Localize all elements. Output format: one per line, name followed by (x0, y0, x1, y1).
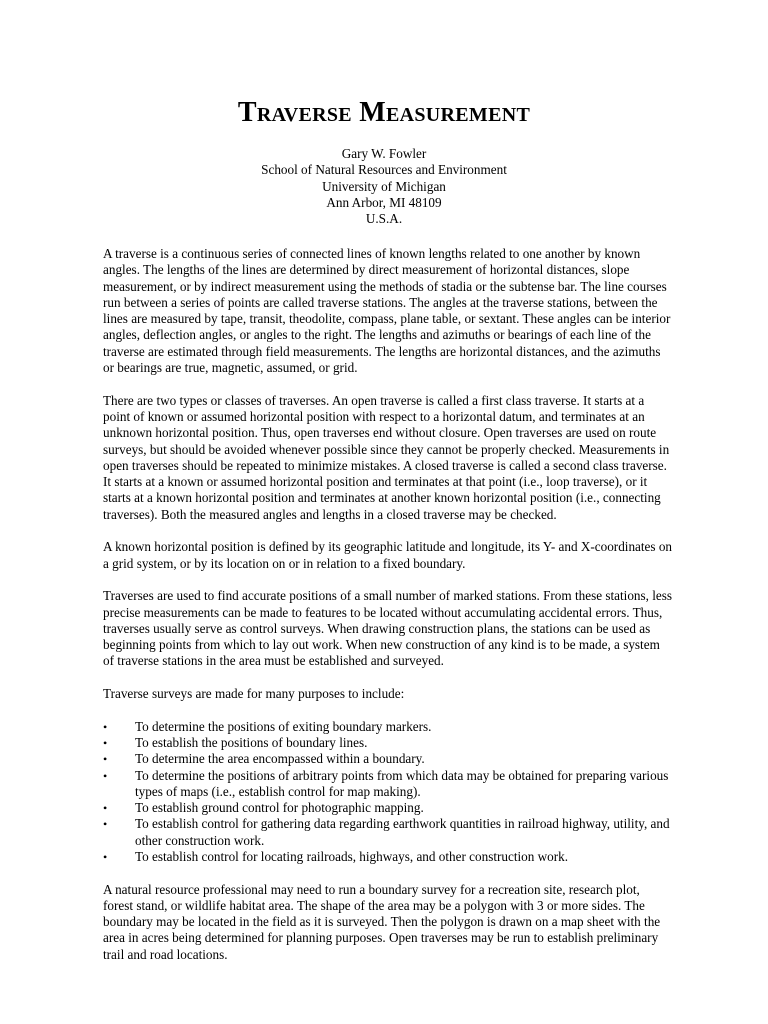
bullet-icon: • (103, 752, 108, 767)
list-item-text: To determine the area encompassed within a boundary. (135, 751, 425, 767)
paragraph-purposes-intro: Traverse surveys are made for many purposes to include: (103, 686, 405, 702)
author-country: U.S.A. (365, 211, 403, 227)
page-title: Traverse Measurement (237, 97, 531, 128)
list-item-text: To establish control for locating railroads, highways, and other construction work. (135, 848, 569, 864)
author-school: School of Natural Resources and Environment (261, 162, 507, 178)
purposes-list (103, 719, 673, 866)
list-item (103, 719, 673, 735)
list-item-text: To establish the positions of boundary lines. (135, 734, 368, 750)
author-address: Ann Arbor, MI 48109 (326, 194, 442, 210)
list-item-text: To determine the positions of exiting boundary markers. (135, 718, 432, 734)
paragraph-natural-resource: A natural resource professional may need to run a boundary survey for a recreation site, research plot, forest stand, or wildlife habitat area. The shape of the area may be a polygon with 3 or more sides. The boundary may be located in the field as it is surveyed. Then the polygon is drawn on a map sheet with the area in acres being determined for planning purposes. Open traverses may be run to establish preliminary trail and road locations. (103, 881, 661, 962)
list-item (103, 735, 673, 751)
bullet-icon: • (103, 817, 108, 832)
list-item-text: To establish ground control for photographic mapping. (135, 800, 424, 816)
document-body (103, 246, 673, 979)
bullet-icon: • (103, 735, 108, 750)
list-item (103, 751, 673, 767)
list-item (103, 768, 673, 801)
paragraph-traverse-definition: A traverse is a continuous series of connected lines of known lengths related to one another by known angles. The lengths of the lines are determined by direct measurement of horizontal distances, slope measurement, or by indirect measurement using the methods of stadia or the subtense bar. The line courses run between a series of points are called traverse stations. The angles at the traverse stations, between the lines are measured by tape, transit, theodolite, compass, plane table, or sextant. These angles can be interior angles, deflection angles, or angles to the right. The lengths and azimuths or bearings of each line of the traverse are estimated through field measurements. The lengths are horizontal distances, and the azimuths or bearings are true, magnetic, assumed, or grid. (103, 246, 671, 376)
list-item-text: To determine the positions of arbitrary points from which data may be obtained for preparing various types of maps (i.e., establish control for map making). (135, 767, 669, 799)
author-university: University of Michigan (322, 178, 446, 194)
paragraph-horizontal-position: A known horizontal position is defined by its geographic latitude and longitude, its Y- and X-coordinates on a grid system, or by its location on or in relation to a fixed boundary. (103, 539, 673, 571)
bullet-icon: • (103, 719, 108, 734)
list-item (103, 849, 673, 865)
bullet-icon: • (103, 768, 108, 783)
paragraph-traverse-uses: Traverses are used to find accurate positions of a small number of marked stations. From these stations, less precise measurements can be made to features to be located without accumulating accidental errors. Thus, traverses usually serve as control surveys. When drawing construction plans, the stations can be used as beginning points from which to lay out work. When new construction of any kind is to be made, a system of traverse stations in the area must be established and surveyed. (103, 588, 673, 669)
list-item (103, 816, 673, 849)
list-item (103, 800, 673, 816)
author-block (0, 146, 768, 227)
author-name: Gary W. Fowler (341, 146, 427, 161)
bullet-icon: • (103, 801, 108, 816)
bullet-icon: • (103, 849, 108, 864)
paragraph-traverse-types: There are two types or classes of traverses. An open traverse is called a first class traverse. It starts at a point of known or assumed horizontal position with respect to a horizontal datum, and terminates at an unknown horizontal position. Thus, open traverses end without closure. Open traverses are used on route surveys, but should be avoided whenever possible since they cannot be properly checked. Measurements in open traverses should be repeated to minimize mistakes. A closed traverse is called a second class traverse. It starts at a known or assumed horizontal position and terminates at that point (i.e., loop traverse), or it starts at a known horizontal position and terminates at another known horizontal position (i.e., connecting traverses). Both the measured angles and lengths in a closed traverse may be checked. (103, 392, 670, 522)
list-item-text: To establish control for gathering data regarding earthwork quantities in railroad highway, utility, and other construction work. (135, 816, 670, 848)
